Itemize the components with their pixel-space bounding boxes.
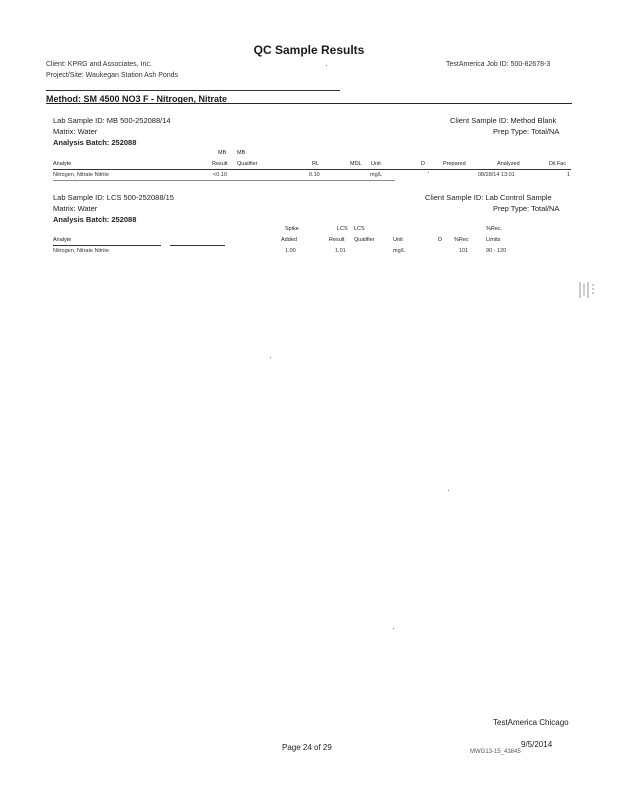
page-margin-mark-icon (578, 280, 596, 300)
lcs-row-result: 1.01 (335, 248, 346, 254)
scan-speck (448, 490, 449, 491)
job-id: TestAmerica Job ID: 500-82678-3 (446, 61, 551, 68)
method-underline (46, 103, 572, 104)
mb-analysis-batch: Analysis Batch: 252088 (53, 138, 137, 147)
lcs-analysis-batch: Analysis Batch: 252088 (53, 215, 137, 224)
lcs-col-top-rec: %Rec. (486, 226, 503, 232)
mb-row-unit: mg/L (370, 172, 383, 178)
scan-speck (393, 628, 394, 629)
mb-col-dil-fac: Dil Fac (549, 161, 567, 167)
mb-col-qualifier: Qualifier (237, 161, 258, 167)
lcs-row-unit: mg/L (393, 248, 406, 254)
lcs-row-analyte: Nitrogen, Nitrate Nitrite (53, 248, 109, 254)
mb-row-rule (53, 180, 395, 181)
mb-row-analyzed: 08/28/14 13:01 (478, 172, 515, 178)
lcs-col-rec: %Rec (454, 237, 469, 243)
mb-matrix: Matrix: Water (53, 127, 98, 136)
lcs-col-limits: Limits (486, 237, 501, 243)
mb-col-top-mb: MB (218, 150, 227, 156)
page-title: QC Sample Results (253, 43, 365, 57)
lcs-header-rule-a (53, 245, 161, 246)
lcs-col-top-spike: Spike (285, 226, 299, 232)
mb-col-mdl: MDL (350, 161, 362, 167)
lcs-prep-type: Prep Type: Total/NA (493, 204, 560, 213)
footer-lab-name: TestAmerica Chicago (493, 718, 569, 727)
lcs-col-d: D (438, 237, 442, 243)
mb-col-unit: Unit (371, 161, 381, 167)
mb-col-analyte: Analyte (53, 161, 72, 167)
mb-col-rl: RL (312, 161, 320, 167)
mb-row-dil-fac: 1 (567, 172, 571, 178)
lcs-col-qualifier: Qualifier (354, 237, 375, 243)
lcs-col-analyte: Analyte (53, 237, 72, 243)
page-number: Page 24 of 29 (282, 743, 332, 752)
project-site: Project/Site: Waukegan Station Ash Ponds (46, 72, 179, 79)
lcs-row-limits: 90 - 120 (486, 248, 507, 254)
method-heading: Method: SM 4500 NO3 F - Nitrogen, Nitrate (46, 94, 228, 104)
footer-date: 9/5/2014 (521, 740, 553, 749)
lcs-col-unit: Unit (393, 237, 403, 243)
scan-speck (270, 357, 271, 358)
header-divider (46, 90, 340, 91)
mb-row-rl: 0.10 (309, 172, 320, 178)
mb-lab-sample-id: Lab Sample ID: MB 500-252088/14 (53, 116, 171, 125)
lcs-row-added: 1.00 (285, 248, 296, 254)
mb-client-sample-id: Client Sample ID: Method Blank (450, 116, 557, 125)
lcs-col-top-lcs2: LCS (354, 226, 365, 232)
lcs-client-sample-id: Client Sample ID: Lab Control Sample (425, 193, 552, 202)
lcs-row-rec: 101 (459, 248, 469, 254)
lcs-matrix: Matrix: Water (53, 204, 98, 213)
lcs-col-top-lcs: LCS (337, 226, 348, 232)
footer-doc-code: MWG13-15_43845 (470, 749, 521, 755)
client-name: Client: KPRG and Associates, Inc. (46, 61, 152, 68)
mb-row-analyte: Nitrogen, Nitrate Nitrite (53, 172, 109, 178)
mb-col-d: D (421, 161, 425, 167)
mb-col-prepared: Prepared (443, 161, 466, 167)
mb-prep-type: Prep Type: Total/NA (493, 127, 560, 136)
lcs-col-result: Result (329, 237, 345, 243)
lcs-col-added: Added (281, 237, 297, 243)
mb-col-analyzed: Analyzed (497, 161, 520, 167)
scan-speck (326, 65, 327, 66)
mb-col-top-mb2: MB (237, 150, 246, 156)
lcs-header-rule-b (170, 245, 225, 246)
lcs-lab-sample-id: Lab Sample ID: LCS 500-252088/15 (53, 193, 174, 202)
mb-header-rule (53, 169, 571, 170)
mb-row-result: <0.10 (213, 172, 227, 178)
mb-col-result: Result (212, 161, 228, 167)
scan-speck (428, 172, 429, 173)
